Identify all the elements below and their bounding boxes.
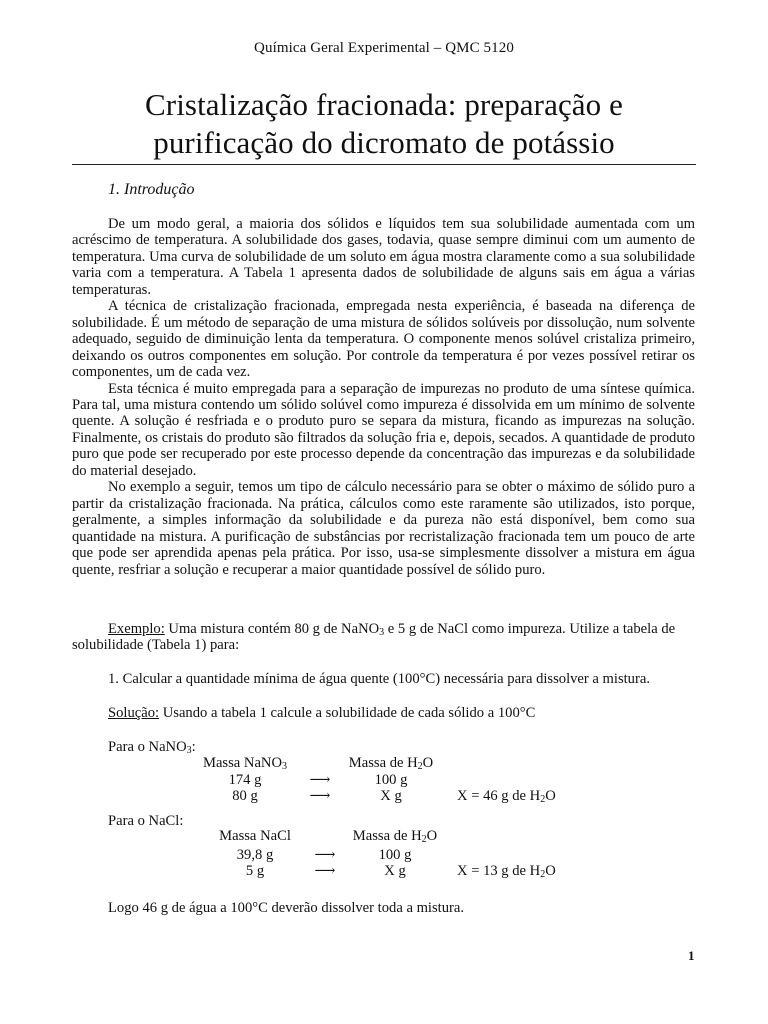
arrow-icon: ⟶ — [314, 863, 336, 879]
arrow-icon: ⟶ — [309, 788, 331, 804]
page-number: 1 — [688, 948, 695, 963]
example-statement: Exemplo: Uma mistura contém 80 g de NaNO$_3$ e 5 g de NaCl como impureza. Utilize a tabela de solubilidade (Tabela 1) para: — [72, 621, 676, 654]
example-label: Exemplo: — [108, 621, 165, 637]
nano3-row1-mass: 174 g — [228, 772, 262, 788]
title-divider — [72, 164, 696, 165]
nano3-result: X = 46 g de $H_2O$ — [457, 788, 556, 805]
section-heading: 1. Introdução — [108, 181, 195, 198]
nano3-row2-mass: 80 g — [232, 788, 258, 804]
nano3-intro: Para o NaNO$_3$: — [108, 739, 196, 756]
document-title — [40, 86, 728, 162]
course-header: Química Geral Experimental – QMC 5120 — [254, 40, 514, 56]
nacl-result: X = 13 g de $H_2O$ — [457, 863, 556, 880]
nacl-water-header: Massa de $H_2O$ — [352, 828, 438, 845]
nano3-water-header: Massa de $H_2O$ — [348, 755, 434, 772]
nacl-row2-mass: 5 g — [245, 863, 265, 879]
nano3-row1-water: 100 g — [374, 772, 408, 788]
paragraph-3: Esta técnica é muito empregada para a separação de impurezas no produto de uma síntese química. Para tal, uma mistura contendo um sólido solúvel como impureza é dissolvida em um mínimo de solvente quente. A solução é resfriada e o produto puro se separa da mistura, ficando as impurezas na solução. Finalmente, os cristais do produto são filtrados da solução fria e, depois, secados. A quantidade de produto puro que pode ser recuperado por este processo depende da concentração das impurezas e da solubilidade do material desejado. — [72, 380, 695, 479]
nano3-mass-header: Massa NaNO$_3$ — [202, 755, 288, 772]
paragraph-4: No exemplo a seguir, temos um tipo de cálculo necessário para se obter o máximo de sólido puro a partir da cristalização fracionada. Na prática, cálculos como este raramente são utilizados, isto porque, geralmente, a simples informação da solubilidade e da pureza não está disponível, bem como sua quantidade na mistura. A purificação de substâncias por recristalização fracionada tem um pouco de arte que pode ser aprendida apenas pela prática. Por isso, usa-se simplesmente dissolver a mistura em água quente, resfriar a solução e recuperar a maior quantidade possível de sólido puro. — [72, 479, 695, 578]
nacl-row1-mass: 39,8 g — [236, 847, 274, 863]
nacl-intro: Para o NaCl: — [108, 813, 184, 829]
paragraph-2: A técnica de cristalização fracionada, empregada nesta experiência, é baseada na diferença de solubilidade. É um método de separação de uma mistura de sólidos solúveis por dissolução, num solvente adequado, seguido de diminuição lenta da temperatura. O componente menos solúvel cristaliza primeiro, deixando os outros componentes em solução. Por controle da temperatura é por vezes possível retirar os componentes, um de cada vez. — [72, 298, 695, 381]
introduction-body — [72, 216, 695, 578]
nano3-row2-water: X g — [380, 788, 402, 804]
solution-label: Solução: — [108, 705, 160, 721]
nacl-row1-water: 100 g — [378, 847, 412, 863]
conclusion-text: Logo 46 g de água a 100°C deverão dissolver toda a mistura. — [108, 900, 464, 916]
question-1: 1. Calcular a quantidade mínima de água quente (100°C) necessária para dissolver a mistura. — [108, 671, 650, 687]
solution-statement: Solução: Usando a tabela 1 calcule a solubilidade de cada sólido a 100°C — [108, 705, 536, 721]
arrow-icon: ⟶ — [314, 847, 336, 863]
nacl-row2-water: X g — [384, 863, 406, 879]
nacl-mass-header: Massa NaCl — [219, 828, 291, 844]
arrow-icon: ⟶ — [309, 772, 331, 788]
paragraph-1: De um modo geral, a maioria dos sólidos e líquidos tem sua solubilidade aumentada com um acréscimo de temperatura. A solubilidade dos gases, todavia, quase sempre diminui com um aumento de temperatura. Uma curva de solubilidade de um soluto em água mostra claramente como a sua solubilidade varia com a temperatura. A Tabela 1 apresenta dados de solubilidade de alguns sais em água a várias temperaturas. — [72, 216, 695, 298]
title-line-2: purificação do dicromato de potássio — [153, 125, 615, 160]
title-line-1: Cristalização fracionada: preparação e — [145, 87, 623, 122]
